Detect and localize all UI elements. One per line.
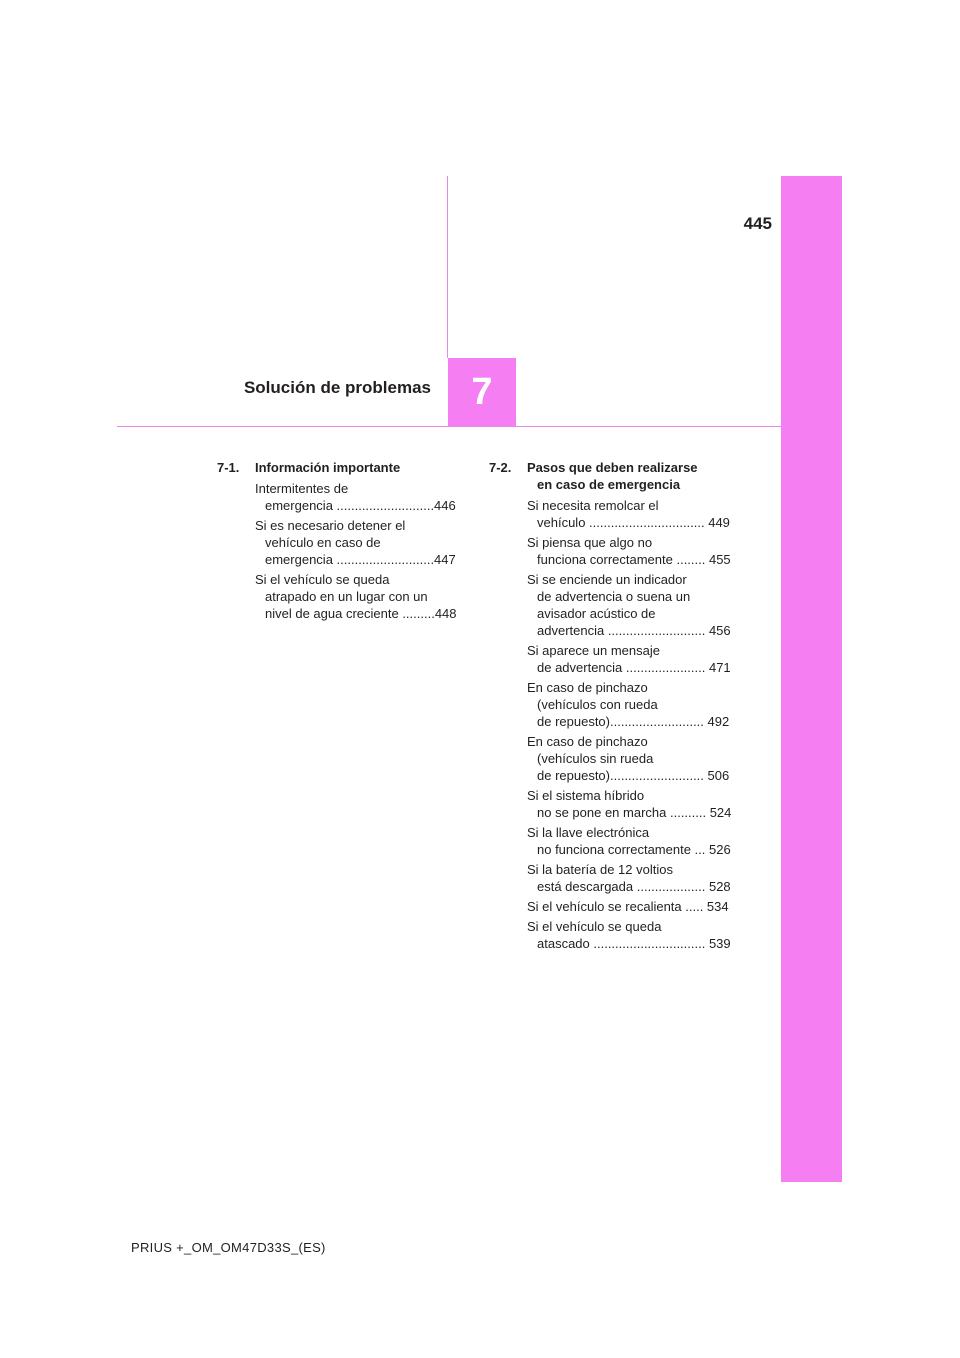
toc-entry-text: Si el vehículo se queda atrapado en un lugar con un nivel de agua creciente .........448 bbox=[255, 572, 457, 621]
toc-entry-list bbox=[217, 480, 469, 622]
chapter-number-box: 7 bbox=[448, 358, 516, 426]
toc-entry-text: Si aparece un mensaje de advertencia ...................... 471 bbox=[527, 643, 731, 675]
section-heading bbox=[217, 459, 469, 476]
toc-section-7-1 bbox=[217, 459, 469, 625]
section-heading bbox=[489, 459, 741, 493]
toc-entry-text: Si el vehículo se recalienta ..... 534 bbox=[527, 899, 729, 914]
toc-entry[interactable] bbox=[255, 480, 469, 514]
toc-entry-text: En caso de pinchazo (vehículos con rueda de repuesto).......................... 492 bbox=[527, 680, 730, 729]
toc-entry-text: Si necesita remolcar el vehículo ................................ 449 bbox=[527, 498, 730, 530]
toc-entry[interactable] bbox=[527, 918, 741, 952]
toc-entry[interactable] bbox=[527, 824, 741, 858]
toc-entry-text: Intermitentes de emergencia ...........................446 bbox=[255, 481, 456, 513]
toc-entry[interactable] bbox=[527, 534, 741, 568]
toc-entry[interactable] bbox=[527, 497, 741, 531]
toc-entry-text: Si piensa que algo no funciona correctamente ........ 455 bbox=[527, 535, 731, 567]
toc-entry[interactable] bbox=[527, 642, 741, 676]
page-number: 445 bbox=[743, 214, 772, 233]
toc-entry[interactable] bbox=[527, 571, 741, 639]
toc-entry[interactable] bbox=[255, 571, 469, 622]
toc-entry-text: Si la llave electrónica no funciona correctamente ... 526 bbox=[527, 825, 731, 857]
section-number: 7-1. bbox=[217, 460, 240, 475]
section-number: 7-2. bbox=[489, 460, 512, 475]
section-title: Pasos que deben realizarse en caso de emergencia bbox=[527, 460, 698, 492]
vertical-rule bbox=[447, 176, 448, 358]
toc-entry-text: Si el sistema híbrido no se pone en marcha .......... 524 bbox=[527, 788, 732, 820]
toc-entry[interactable] bbox=[527, 733, 741, 784]
toc-entry[interactable] bbox=[527, 898, 741, 915]
footer-document-code: PRIUS +_OM_OM47D33S_(ES) bbox=[131, 1240, 326, 1255]
toc-entry-text: En caso de pinchazo (vehículos sin rueda de repuesto).......................... 506 bbox=[527, 734, 730, 783]
toc-entry-text: Si el vehículo se queda atascado ............................... 539 bbox=[527, 919, 731, 951]
toc-entry-text: Si la batería de 12 voltios está descargada ................... 528 bbox=[527, 862, 731, 894]
chapter-side-tab bbox=[781, 176, 842, 1182]
toc-entry-text: Si se enciende un indicador de advertencia o suena un avisador acústico de advertencia ........................... 456 bbox=[527, 572, 731, 638]
toc-entry[interactable] bbox=[527, 679, 741, 730]
toc-entry[interactable] bbox=[527, 787, 741, 821]
section-title: Información importante bbox=[255, 460, 401, 475]
toc-section-7-2 bbox=[489, 459, 741, 955]
header-rule bbox=[117, 426, 781, 427]
chapter-title: Solución de problemas bbox=[243, 378, 431, 397]
toc-entry-text: Si es necesario detener el vehículo en caso de emergencia ...........................447 bbox=[255, 518, 456, 567]
toc-entry[interactable] bbox=[527, 861, 741, 895]
toc-entry-list bbox=[489, 497, 741, 952]
toc-entry[interactable] bbox=[255, 517, 469, 568]
